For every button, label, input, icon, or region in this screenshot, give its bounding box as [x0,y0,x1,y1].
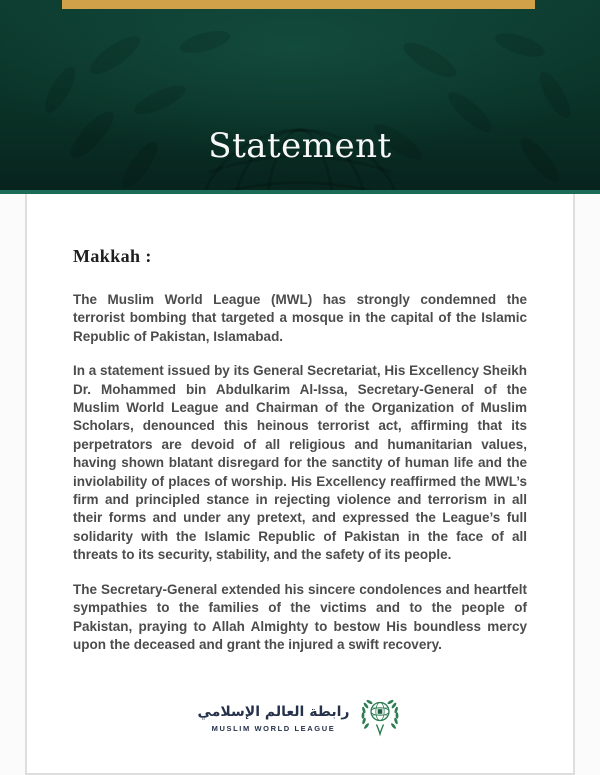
statement-header [0,0,600,194]
statement-paragraph-1: The Muslim World League (MWL) has strongly condemned the terrorist bombing that targeted a mosque in the capital of the Islamic Republic of Pakistan, Islamabad. [73,292,527,344]
wreath-globe-kaaba-icon [358,698,402,738]
statement-paragraph-3: The Secretary-General extended his sincere condolences and heartfelt sympathies to the families of the victims and to the people of Pakistan, praying to Allah Almighty to bestow His boundless mercy upon the deceased and grant the injured a swift recovery. [73,581,527,652]
mwl-arabic-wordmark: رابطة العالم الإسلامي [197,704,350,721]
mwl-logo [73,698,527,738]
mwl-latin-wordmark: MUSLIM WORLD LEAGUE [211,723,336,733]
statement-card [25,194,575,775]
dateline: Makkah : [73,246,152,266]
page-title: Statement [208,126,392,166]
statement-paragraph-2: In a statement issued by its General Secretariat, His Excellency Sheikh Dr. Mohammed bin Abdulkarim Al-Issa, Secretary-General of the Muslim World League and Chairman of the Organization of Muslim Scholars, denounced this heinous terrorist act, affirming that its perpetrators are devoid of all religious and humanitarian values, having shown blatant disregard for the sanctity of human life and the inviolability of places of worship. His Excellency reaffirmed the MWL’s firm and principled stance in rejecting violence and terrorism in all their forms and under any pretext, and expressed the League’s full solidarity with the Islamic Republic of Pakistan in the face of all threats to its security, stability, and the safety of its people. [73,363,527,563]
mwl-logo-wordmark [198,704,350,733]
